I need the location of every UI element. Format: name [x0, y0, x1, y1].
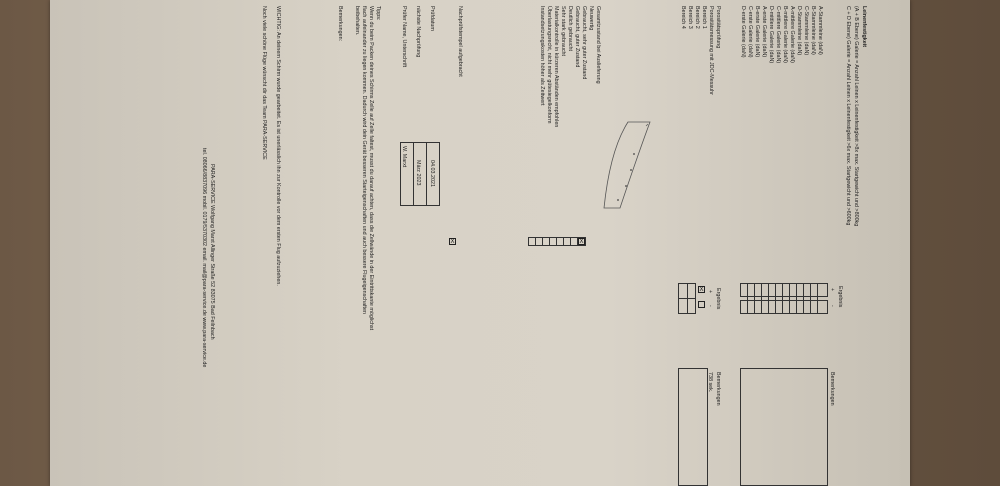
porosity-plus: + — [707, 290, 713, 294]
leinen-item: D-erste Galerie (daN) — [740, 6, 746, 58]
porosity-measure: Porositätsmessung mit JDC-Messuhr — [708, 6, 714, 95]
porosity-bemerkungen-label: Bemerkungen — [715, 372, 721, 406]
condition-item: Deutlich gebraucht — [567, 6, 573, 51]
stamp-value-pruefdatum: 04.03.2021 — [429, 160, 435, 187]
porosity-minus: - — [707, 305, 713, 307]
porosity-ergebnis-label: Ergebnis — [715, 288, 721, 310]
porosity-heading: Porositätsprüfung — [715, 6, 721, 49]
minus-header: - — [829, 305, 835, 307]
stamp-label-pruefdatum: Prüfdatum — [429, 6, 435, 31]
condition-item: Gebraucht, guter Zustand — [574, 6, 580, 68]
porosity-result: 738 sek. — [707, 372, 713, 393]
subtitle-ab: (A + B Ebene) Galerie = Anzahl Leinen x Leinenfestigkeit >8x max. Startgewicht und >800kg — [853, 6, 859, 227]
porosity-plus-checkbox[interactable]: X — [699, 287, 704, 293]
condition-heading: Gesamtzustand bei Auslieferung — [595, 6, 601, 84]
leinen-item: C-Stammleine (daN) — [803, 6, 809, 56]
leinen-item: C-mittlere Galerie (daN) — [775, 6, 781, 64]
bereich-label: Bereich 1 — [701, 6, 707, 29]
stamp-label-naechste: nächste Nachprüfung — [415, 6, 421, 58]
leinen-item: A-erste Galerie (daN) — [761, 6, 767, 58]
wing-sketch — [598, 120, 654, 210]
leinen-item: C-erste Galerie (daN) — [747, 6, 753, 58]
tipps-line: flach aufeinander zu liegen kommen. Dadurch wird dein Gerät besseren Starteigenschaften und auch bessere Flugeigenschaften — [361, 6, 367, 315]
stamp-value-pruefer: W. Marxt — [401, 146, 407, 168]
bemerkungen-header: Bemerkungen — [829, 372, 835, 406]
footer-address: PARA-SERVICE Wolfgang Marxt Allinger Straße 52 83075 Bad Feilnbach — [209, 164, 215, 340]
subtitle-cd: C + D Ebene) Galerie = Anzahl Leinen x Leinenfestigkeit >6x max. Startgewicht und >600kg — [845, 6, 851, 226]
condition-item: Sehr stark gebraucht — [560, 6, 566, 57]
stamp-value-naechste: März 2023 — [415, 160, 421, 186]
bereich-label: Bereich 3 — [687, 6, 693, 29]
condition-item: Gebraucht, sehr guter Zustand — [581, 6, 587, 80]
leinen-item: B-erste Galerie (daN) — [754, 6, 760, 58]
stamp-table-divider — [400, 142, 440, 143]
condition-item: Neuwertig — [588, 6, 594, 31]
condition-item: Überlastungsrecht, nicht mehr gütesiegelkonform — [546, 6, 552, 124]
leinen-item: A-Stammleine (daN) — [817, 6, 823, 55]
wichtig-note: WICHTIG: An deinem Schirm wurde gearbeitet. Es ist unerlässlich ihn zur Kontrolle vor dem ersten Flug aufzuziehen. — [275, 6, 281, 286]
condition-item: Instandsetzungskosten höher als Zeitwert — [539, 6, 545, 106]
leinen-bemerkungen-box[interactable] — [740, 368, 828, 486]
leinen-item: B-mittlere Galerie (daN) — [782, 6, 788, 63]
leinen-item: D-Stammleine (daN) — [796, 6, 802, 56]
tipps-line: beibehalten. — [354, 6, 360, 36]
leinen-item: A-mittlere Galerie (daN) — [789, 6, 795, 63]
bemerkungen-footer-label: Bemerkungen: — [337, 6, 343, 42]
stamp-checkbox[interactable]: X — [450, 239, 455, 245]
condition-item: Materialkontrolle in kürzeren Abständen empfohlen — [553, 6, 559, 128]
stamp-label-pruefer: Prüfer Name, Unterschrift — [401, 6, 407, 68]
leinen-item: B-Stammleine (daN) — [810, 6, 816, 55]
footer-contact: tel. 08066/8837096 mobil. 0179/5370302 email. mail@para-service.de www.para-service.de — [201, 148, 207, 368]
stamp-row-line — [426, 142, 427, 206]
ergebnis-header: Ergebnis — [837, 286, 843, 308]
leinen-item: D-mittlere Galerie (daN) — [768, 6, 774, 64]
porosity-minus-checkbox[interactable] — [698, 301, 705, 308]
plus-header: + — [829, 288, 835, 292]
condition-checkbox-neuwertig[interactable]: X — [579, 239, 584, 245]
stamp-heading: Nachprüfstempel aufgebracht — [457, 6, 463, 77]
doc-title: Leinenfestigkeit — [861, 6, 867, 48]
porosity-bemerkungen-box[interactable] — [678, 368, 708, 486]
wish-note: Noch viele schöne Flüge wünscht dir das Team PARA-SERVICE — [261, 6, 267, 160]
bereich-label: Bereich 2 — [694, 6, 700, 29]
bereich-label: Bereich 4 — [680, 6, 686, 29]
tipps-line: Wenn du beim Packen deines Schirms Zelle auf Zelle faltest, musst du darauf achten, dass die Zellwände in der Eintrittskante möglichst — [368, 6, 374, 331]
tipps-heading: Tipps: — [375, 6, 381, 21]
